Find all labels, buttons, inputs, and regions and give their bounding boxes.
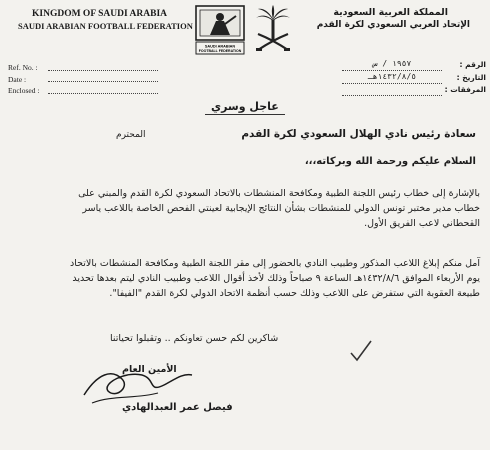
kingdom-name-en: KINGDOM OF SAUDI ARABIA	[32, 9, 168, 19]
ref-no-ar-label: الرقم :	[459, 60, 486, 69]
federation-name-ar: الإتحاد العربي السعودي لكرة القدم	[316, 20, 470, 30]
enclosed-label: Enclosed :	[8, 86, 40, 95]
federation-name-en: SAUDI ARABIAN FOOTBALL FEDERATION	[18, 21, 193, 31]
logo-caption-line1: SAUDI ARABIAN	[204, 44, 236, 49]
body-paragraph-2: آمل منكم إبلاغ اللاعب المذكور وطبيب النادي بالحضور إلى مقر اللجنة الطبية ومكافحة المنشطات بالاتحاد يوم الأربعاء الموافق ١٤٣٢/٨/٦هـ الساعة ٩ صباحاً وذلك لأخذ أقوال اللاعب وطبيب النادي ليتم بعدها تحديد طبيعة العقوبة التي ستفرض على اللاعب وذلك حسب أنظمة الاتحاد الدولي لكرة القدم "الفيفا".	[70, 258, 480, 299]
greeting: السلام عليكم ورحمة الله وبركاته،،،	[304, 156, 476, 167]
signatory-title: الأمين العام	[122, 364, 177, 375]
ref-no-ar-row	[342, 58, 486, 71]
enclosed-ar-row	[342, 84, 486, 96]
reference-block-english	[8, 62, 158, 97]
date-label: Date :	[8, 74, 27, 84]
letterhead-english	[18, 8, 193, 32]
enclosed-field	[48, 85, 158, 94]
ref-no-field	[48, 62, 158, 71]
signatory-name: فيصل عمر العبدالهادي	[122, 402, 233, 413]
logo-caption-line2: FOOTBALL FEDERATION	[198, 49, 242, 53]
addressee: سعادة رئيس نادي الهلال السعودي لكرة القدم	[241, 128, 476, 140]
federation-logo	[192, 4, 248, 56]
body-paragraph-1: بالإشارة إلى خطاب رئيس اللجنة الطبية ومكافحة المنشطات بالاتحاد السعودي لكرة القدم والمبني على خطاب مدير مختبر تونس الدولي للمنشطات بشأن النتائج الإيجابية لعينتي الفحص الخاصة باللاعب ياسر القحطاني لاعب الفريق الأول.	[78, 188, 480, 229]
ref-no-label: Ref. No. :	[8, 63, 38, 72]
letterhead-arabic	[317, 6, 470, 32]
addressee-honorific: المحترم	[116, 130, 146, 140]
date-ar-value: ١٤٣٢/٨/٥هـ	[342, 71, 442, 84]
date-ar-label: التاريخ :	[456, 73, 486, 82]
date-field	[48, 74, 158, 83]
handwritten-check-mark	[348, 338, 374, 364]
date-ar-row	[342, 71, 486, 84]
reference-block-arabic	[342, 58, 486, 96]
enclosed-row	[8, 85, 158, 97]
enclosed-ar-value	[342, 95, 442, 96]
closing-line: شاكرين لكم حسن تعاونكم .. وتقبلوا تحياتنا	[110, 333, 279, 344]
ref-no-ar-value: ١٩٥٧ / س	[342, 58, 442, 71]
urgent-confidential-heading: عاجل وسري	[205, 100, 285, 115]
ref-no-row	[8, 62, 158, 74]
kingdom-name-ar: المملكة العربية السعودية	[333, 7, 448, 18]
enclosed-ar-label: المرفقات :	[444, 85, 486, 94]
date-row	[8, 74, 158, 86]
palm-swords-emblem	[252, 4, 294, 56]
